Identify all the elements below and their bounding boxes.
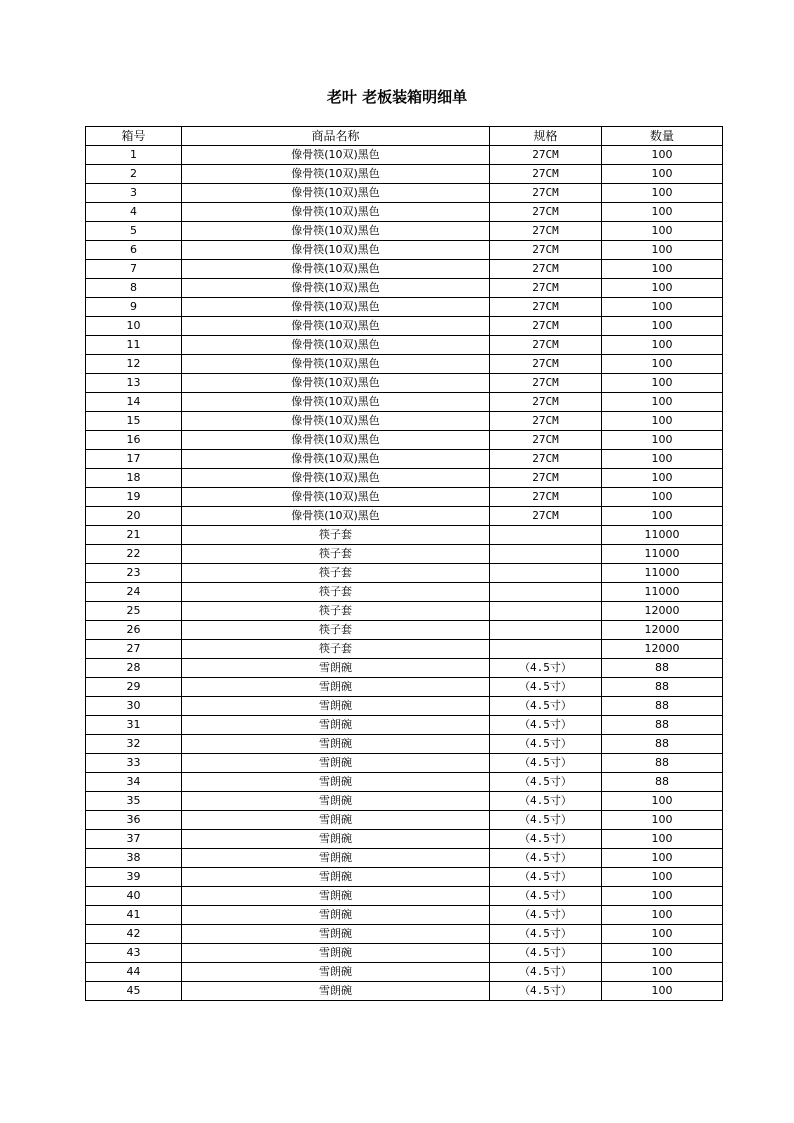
cell-box-number: 27 — [86, 640, 182, 659]
cell-product-name: 雪朗碗 — [182, 849, 490, 868]
table-row — [86, 868, 723, 887]
table-row — [86, 431, 723, 450]
cell-quantity: 12000 — [602, 602, 723, 621]
cell-box-number: 32 — [86, 735, 182, 754]
cell-box-number: 23 — [86, 564, 182, 583]
cell-specification: 27CM — [490, 355, 602, 374]
cell-specification: （4.5寸） — [490, 944, 602, 963]
cell-product-name: 像骨筷(10双)黑色 — [182, 412, 490, 431]
table-row — [86, 925, 723, 944]
cell-specification: （4.5寸） — [490, 697, 602, 716]
cell-specification: （4.5寸） — [490, 678, 602, 697]
table-row — [86, 355, 723, 374]
table-header-row — [86, 127, 723, 146]
table-row — [86, 602, 723, 621]
cell-specification: （4.5寸） — [490, 982, 602, 1001]
table-row — [86, 944, 723, 963]
cell-specification: 27CM — [490, 317, 602, 336]
cell-product-name: 雪朗碗 — [182, 830, 490, 849]
table-row — [86, 507, 723, 526]
cell-box-number: 33 — [86, 754, 182, 773]
cell-specification — [490, 545, 602, 564]
cell-product-name: 雪朗碗 — [182, 963, 490, 982]
cell-quantity: 100 — [602, 925, 723, 944]
cell-quantity: 100 — [602, 393, 723, 412]
cell-product-name: 筷子套 — [182, 526, 490, 545]
table-row — [86, 279, 723, 298]
cell-quantity: 100 — [602, 260, 723, 279]
cell-box-number: 26 — [86, 621, 182, 640]
cell-product-name: 筷子套 — [182, 564, 490, 583]
cell-specification: （4.5寸） — [490, 963, 602, 982]
cell-quantity: 100 — [602, 982, 723, 1001]
table-row — [86, 393, 723, 412]
cell-specification: 27CM — [490, 146, 602, 165]
cell-box-number: 17 — [86, 450, 182, 469]
cell-quantity: 100 — [602, 906, 723, 925]
table-row — [86, 830, 723, 849]
cell-box-number: 1 — [86, 146, 182, 165]
cell-specification: 27CM — [490, 431, 602, 450]
cell-product-name: 雪朗碗 — [182, 754, 490, 773]
cell-quantity: 100 — [602, 469, 723, 488]
cell-quantity: 100 — [602, 412, 723, 431]
cell-box-number: 39 — [86, 868, 182, 887]
cell-product-name: 雪朗碗 — [182, 697, 490, 716]
cell-box-number: 3 — [86, 184, 182, 203]
cell-specification: 27CM — [490, 222, 602, 241]
cell-specification: 27CM — [490, 260, 602, 279]
cell-product-name: 筷子套 — [182, 545, 490, 564]
cell-specification: （4.5寸） — [490, 849, 602, 868]
cell-specification — [490, 526, 602, 545]
cell-box-number: 20 — [86, 507, 182, 526]
table-row — [86, 982, 723, 1001]
cell-quantity: 88 — [602, 716, 723, 735]
cell-box-number: 22 — [86, 545, 182, 564]
table-row — [86, 906, 723, 925]
cell-specification: 27CM — [490, 241, 602, 260]
cell-specification: （4.5寸） — [490, 830, 602, 849]
cell-quantity: 100 — [602, 374, 723, 393]
cell-box-number: 37 — [86, 830, 182, 849]
cell-box-number: 6 — [86, 241, 182, 260]
table-row — [86, 203, 723, 222]
cell-quantity: 100 — [602, 507, 723, 526]
cell-specification — [490, 583, 602, 602]
table-row — [86, 792, 723, 811]
cell-quantity: 100 — [602, 868, 723, 887]
cell-quantity: 100 — [602, 279, 723, 298]
cell-quantity: 100 — [602, 241, 723, 260]
cell-box-number: 13 — [86, 374, 182, 393]
table-row — [86, 963, 723, 982]
table-row — [86, 583, 723, 602]
cell-specification: （4.5寸） — [490, 716, 602, 735]
cell-specification: （4.5寸） — [490, 868, 602, 887]
cell-quantity: 88 — [602, 659, 723, 678]
cell-quantity: 100 — [602, 146, 723, 165]
cell-quantity: 100 — [602, 222, 723, 241]
cell-quantity: 100 — [602, 203, 723, 222]
cell-product-name: 像骨筷(10双)黑色 — [182, 431, 490, 450]
cell-quantity: 11000 — [602, 545, 723, 564]
cell-product-name: 像骨筷(10双)黑色 — [182, 298, 490, 317]
cell-box-number: 12 — [86, 355, 182, 374]
table-row — [86, 849, 723, 868]
cell-specification: 27CM — [490, 488, 602, 507]
cell-box-number: 41 — [86, 906, 182, 925]
cell-specification: （4.5寸） — [490, 659, 602, 678]
cell-box-number: 8 — [86, 279, 182, 298]
cell-specification — [490, 640, 602, 659]
table-row — [86, 621, 723, 640]
table-row — [86, 336, 723, 355]
cell-specification: （4.5寸） — [490, 735, 602, 754]
cell-product-name: 筷子套 — [182, 621, 490, 640]
cell-product-name: 像骨筷(10双)黑色 — [182, 450, 490, 469]
cell-product-name: 像骨筷(10双)黑色 — [182, 146, 490, 165]
cell-specification: 27CM — [490, 412, 602, 431]
cell-specification: 27CM — [490, 393, 602, 412]
cell-box-number: 31 — [86, 716, 182, 735]
cell-specification — [490, 564, 602, 583]
cell-product-name: 雪朗碗 — [182, 773, 490, 792]
table-row — [86, 184, 723, 203]
table-row — [86, 374, 723, 393]
cell-box-number: 10 — [86, 317, 182, 336]
cell-product-name: 像骨筷(10双)黑色 — [182, 336, 490, 355]
cell-specification — [490, 621, 602, 640]
cell-product-name: 像骨筷(10双)黑色 — [182, 488, 490, 507]
cell-quantity: 88 — [602, 735, 723, 754]
table-row — [86, 640, 723, 659]
cell-product-name: 雪朗碗 — [182, 678, 490, 697]
cell-box-number: 28 — [86, 659, 182, 678]
table-row — [86, 146, 723, 165]
cell-product-name: 雪朗碗 — [182, 735, 490, 754]
cell-product-name: 筷子套 — [182, 583, 490, 602]
cell-specification: （4.5寸） — [490, 792, 602, 811]
cell-box-number: 24 — [86, 583, 182, 602]
cell-quantity: 100 — [602, 792, 723, 811]
cell-specification: （4.5寸） — [490, 887, 602, 906]
table-row — [86, 222, 723, 241]
cell-quantity: 88 — [602, 773, 723, 792]
cell-box-number: 2 — [86, 165, 182, 184]
cell-product-name: 像骨筷(10双)黑色 — [182, 260, 490, 279]
cell-quantity: 11000 — [602, 564, 723, 583]
cell-quantity: 100 — [602, 830, 723, 849]
header-box-number: 箱号 — [86, 127, 182, 146]
cell-product-name: 雪朗碗 — [182, 716, 490, 735]
table-row — [86, 773, 723, 792]
table-row — [86, 317, 723, 336]
cell-product-name: 雪朗碗 — [182, 868, 490, 887]
cell-quantity: 100 — [602, 336, 723, 355]
header-product-name: 商品名称 — [182, 127, 490, 146]
table-row — [86, 564, 723, 583]
cell-product-name: 雪朗碗 — [182, 944, 490, 963]
cell-box-number: 5 — [86, 222, 182, 241]
cell-specification: 27CM — [490, 507, 602, 526]
cell-quantity: 100 — [602, 298, 723, 317]
cell-box-number: 36 — [86, 811, 182, 830]
cell-specification: （4.5寸） — [490, 754, 602, 773]
cell-quantity: 11000 — [602, 526, 723, 545]
header-quantity: 数量 — [602, 127, 723, 146]
cell-quantity: 12000 — [602, 621, 723, 640]
table-row — [86, 526, 723, 545]
cell-product-name: 像骨筷(10双)黑色 — [182, 184, 490, 203]
cell-quantity: 100 — [602, 887, 723, 906]
cell-quantity: 100 — [602, 431, 723, 450]
header-specification: 规格 — [490, 127, 602, 146]
cell-box-number: 35 — [86, 792, 182, 811]
table-row — [86, 887, 723, 906]
cell-box-number: 11 — [86, 336, 182, 355]
cell-product-name: 像骨筷(10双)黑色 — [182, 279, 490, 298]
table-row — [86, 545, 723, 564]
cell-specification: （4.5寸） — [490, 906, 602, 925]
cell-product-name: 像骨筷(10双)黑色 — [182, 507, 490, 526]
cell-specification: 27CM — [490, 298, 602, 317]
cell-quantity: 100 — [602, 849, 723, 868]
table-row — [86, 298, 723, 317]
cell-specification: 27CM — [490, 374, 602, 393]
cell-product-name: 像骨筷(10双)黑色 — [182, 317, 490, 336]
cell-box-number: 9 — [86, 298, 182, 317]
cell-box-number: 7 — [86, 260, 182, 279]
cell-box-number: 34 — [86, 773, 182, 792]
cell-quantity: 88 — [602, 678, 723, 697]
cell-product-name: 雪朗碗 — [182, 792, 490, 811]
cell-product-name: 雪朗碗 — [182, 906, 490, 925]
cell-specification: 27CM — [490, 336, 602, 355]
cell-quantity: 100 — [602, 165, 723, 184]
cell-quantity: 100 — [602, 963, 723, 982]
cell-product-name: 筷子套 — [182, 640, 490, 659]
cell-box-number: 30 — [86, 697, 182, 716]
cell-product-name: 雪朗碗 — [182, 982, 490, 1001]
cell-box-number: 15 — [86, 412, 182, 431]
cell-product-name: 雪朗碗 — [182, 659, 490, 678]
cell-quantity: 100 — [602, 184, 723, 203]
document-title: 老叶 老板装箱明细单 — [326, 88, 468, 106]
table-row — [86, 469, 723, 488]
cell-box-number: 21 — [86, 526, 182, 545]
table-row — [86, 697, 723, 716]
cell-quantity: 100 — [602, 450, 723, 469]
table-row — [86, 678, 723, 697]
table-row — [86, 754, 723, 773]
cell-product-name: 像骨筷(10双)黑色 — [182, 355, 490, 374]
table-row — [86, 735, 723, 754]
cell-product-name: 筷子套 — [182, 602, 490, 621]
cell-box-number: 18 — [86, 469, 182, 488]
cell-specification: 27CM — [490, 165, 602, 184]
cell-quantity: 100 — [602, 811, 723, 830]
cell-product-name: 像骨筷(10双)黑色 — [182, 374, 490, 393]
cell-box-number: 14 — [86, 393, 182, 412]
cell-specification: （4.5寸） — [490, 773, 602, 792]
cell-quantity: 100 — [602, 488, 723, 507]
cell-box-number: 43 — [86, 944, 182, 963]
cell-box-number: 40 — [86, 887, 182, 906]
cell-box-number: 25 — [86, 602, 182, 621]
table-row — [86, 716, 723, 735]
cell-specification: 27CM — [490, 184, 602, 203]
cell-quantity: 100 — [602, 317, 723, 336]
cell-box-number: 29 — [86, 678, 182, 697]
cell-box-number: 42 — [86, 925, 182, 944]
cell-specification: 27CM — [490, 279, 602, 298]
cell-product-name: 雪朗碗 — [182, 925, 490, 944]
cell-specification: 27CM — [490, 450, 602, 469]
cell-quantity: 88 — [602, 754, 723, 773]
table-row — [86, 412, 723, 431]
cell-box-number: 38 — [86, 849, 182, 868]
cell-quantity: 11000 — [602, 583, 723, 602]
cell-product-name: 像骨筷(10双)黑色 — [182, 393, 490, 412]
table-row — [86, 241, 723, 260]
cell-product-name: 像骨筷(10双)黑色 — [182, 165, 490, 184]
cell-product-name: 雪朗碗 — [182, 887, 490, 906]
cell-specification: 27CM — [490, 203, 602, 222]
cell-product-name: 像骨筷(10双)黑色 — [182, 241, 490, 260]
cell-specification: （4.5寸） — [490, 925, 602, 944]
table-row — [86, 165, 723, 184]
cell-product-name: 像骨筷(10双)黑色 — [182, 222, 490, 241]
cell-quantity: 100 — [602, 944, 723, 963]
table-row — [86, 811, 723, 830]
cell-specification — [490, 602, 602, 621]
cell-box-number: 44 — [86, 963, 182, 982]
packing-list-table — [85, 126, 723, 1001]
cell-box-number: 19 — [86, 488, 182, 507]
cell-specification: 27CM — [490, 469, 602, 488]
cell-product-name: 像骨筷(10双)黑色 — [182, 469, 490, 488]
cell-box-number: 45 — [86, 982, 182, 1001]
cell-quantity: 12000 — [602, 640, 723, 659]
cell-box-number: 16 — [86, 431, 182, 450]
table-row — [86, 260, 723, 279]
table-body — [86, 146, 723, 1001]
cell-quantity: 88 — [602, 697, 723, 716]
cell-product-name: 雪朗碗 — [182, 811, 490, 830]
cell-box-number: 4 — [86, 203, 182, 222]
table-row — [86, 488, 723, 507]
table-row — [86, 450, 723, 469]
table-row — [86, 659, 723, 678]
cell-product-name: 像骨筷(10双)黑色 — [182, 203, 490, 222]
cell-quantity: 100 — [602, 355, 723, 374]
cell-specification: （4.5寸） — [490, 811, 602, 830]
